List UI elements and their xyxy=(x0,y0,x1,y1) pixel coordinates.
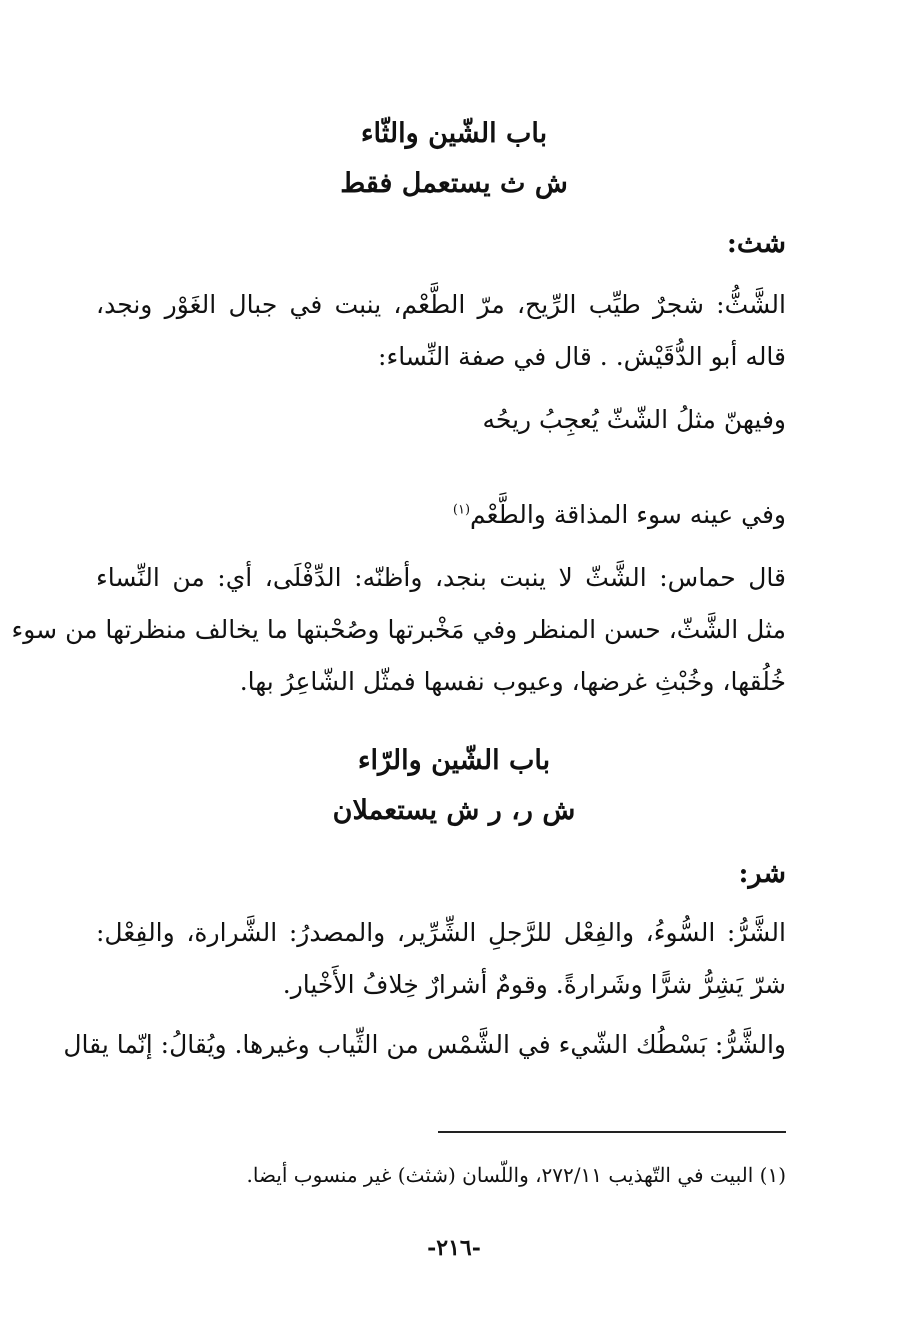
section-subtitle: ش ث يستعمل فقط xyxy=(340,168,568,199)
section-subtitle: ش ر، ر ش يستعملان xyxy=(332,795,576,826)
entry-headword: شر: xyxy=(738,858,786,889)
section-title: باب الشّين والثّاء xyxy=(360,118,548,149)
text-line: الشَّثُّ: شجرٌ طيِّب الرِّيح، مرّ الطَّعْم، ينبت في جبال الغَوْر ونجد، xyxy=(96,290,786,319)
text-line: والشَّرُّ: بَسْطُك الشّيء في الشَّمْس من الثِّياب وغيرها. ويُقالُ: إنّما يقال xyxy=(63,1030,786,1059)
page-number: -٢١٦- xyxy=(427,1235,481,1261)
text-line: شرّ يَشِرُّ شرًّا وشَرارةً. وقومٌ أشرارٌ خِلافُ الأَخْيار. xyxy=(282,970,786,999)
footnote: (١) البيت في التّهذيب ٢٧٢/١١، واللّسان (شثث) غير منسوب أيضا. xyxy=(246,1163,786,1187)
verse-first-hemistich: وفيهنّ مثلُ الشّثّ يُعجِبُ ريحُه xyxy=(482,405,786,434)
text-line: قاله أبو الدُّقَيْش. . قال في صفة النِّساء: xyxy=(378,342,786,371)
footnote-reference: (١) xyxy=(452,502,471,518)
section-title: باب الشّين والرّاء xyxy=(357,745,551,776)
footnote-divider xyxy=(438,1131,786,1133)
text-line: خُلُقها، وخُبْثِ غرضها، وعيوب نفسها فمثّل الشّاعِرُ بها. xyxy=(239,667,786,696)
entry-headword: شث: xyxy=(726,228,786,259)
text-line: قال حماس: الشَّثّ لا ينبت بنجد، وأظنّه: الدِّفْلَى، أي: من النِّساء xyxy=(96,563,786,592)
verse-text: وفي عينه سوء المذاقة والطَّعْم xyxy=(470,500,786,529)
verse-second-hemistich xyxy=(453,500,786,529)
text-line: الشَّرُّ: السُّوءُ، والفِعْل للرَّجلِ الشِّرِّير، والمصدرُ: الشَّرارة، والفِعْل: xyxy=(96,918,786,947)
text-line: مثل الشَّثّ، حسن المنظر وفي مَخْبرتها وصُحْبتها ما يخالف منظرتها من سوء xyxy=(11,615,786,644)
